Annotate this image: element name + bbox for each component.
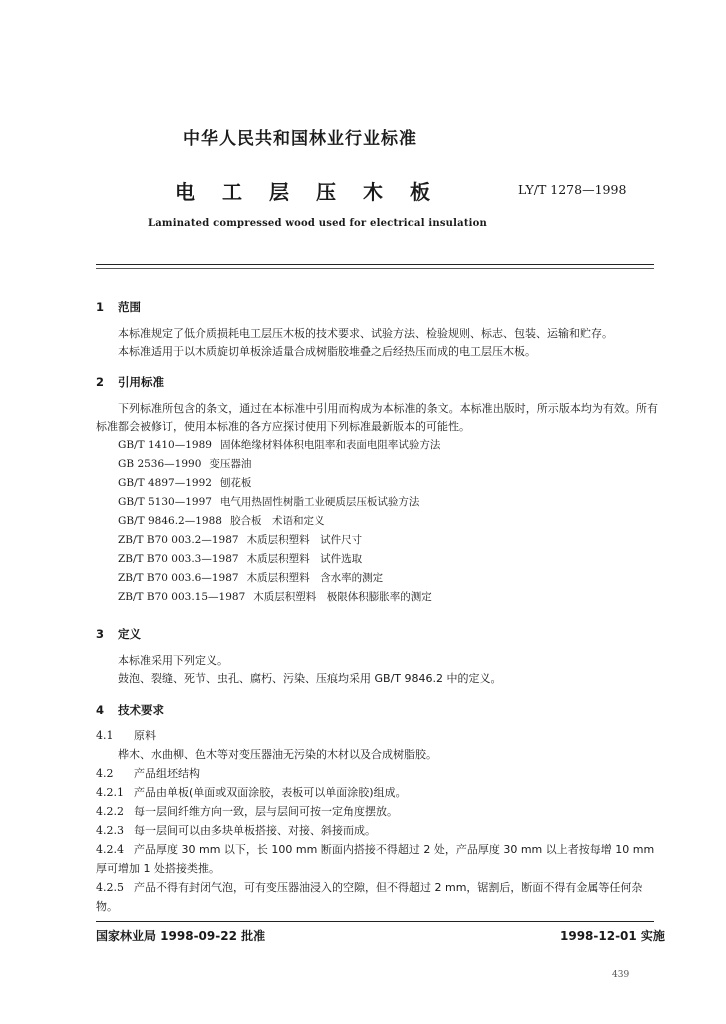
paragraph: 本标准规定了低介质损耗电工层压木板的技术要求、试验方法、检验规则、标志、包装、运输和贮存。	[118, 327, 613, 340]
paragraph: 下列标准所包含的条文，通过在本标准中引用而构成为本标准的条文。本标准出版时，所示版本均为有效。所有标准都会被修订，使用本标准的各方应探讨使用下列标准最新版本的可能性。	[96, 402, 658, 433]
section-heading	[96, 625, 658, 643]
section-number: 2	[96, 375, 105, 389]
section-heading	[96, 373, 658, 391]
section-heading	[96, 701, 658, 719]
section-scope	[96, 298, 658, 361]
footer-divider	[96, 921, 654, 922]
reference-item: ZB/T B70 003.6—1987 木质层积塑料 含水率的测定	[118, 572, 384, 584]
reference-item: GB/T 5130—1997 电气用热固性树脂工业硬质层压板试验方法	[118, 496, 420, 508]
clause-4-2-3: 4.2.3 每一层间可以由多块单板搭接、对接、斜接而成。	[96, 824, 376, 837]
page-number: 439	[612, 970, 630, 980]
section-number: 3	[96, 627, 105, 641]
clause-4-2-5: 4.2.5 产品不得有封闭气泡，可有变压器油浸入的空隙，但不得超过 2 mm，锯割后，断面不得有金属等任何杂物。	[96, 881, 643, 913]
paragraph: 本标准采用下列定义。	[118, 654, 228, 667]
section-number: 4	[96, 703, 105, 717]
section-title: 技术要求	[118, 703, 164, 717]
reference-list	[96, 436, 658, 607]
section-title: 引用标准	[118, 375, 164, 389]
clause-4-2-2: 4.2.2 每一层间纤维方向一致，层与层间可按一定角度摆放。	[96, 805, 398, 818]
english-title: Laminated compressed wood used for electrical insulation	[148, 218, 487, 229]
reference-item: ZB/T B70 003.15—1987 木质层积塑料 极限体积膨胀率的测定	[118, 591, 432, 603]
clause-4-2-4: 4.2.4 产品厚度 30 mm 以下，长 100 mm 断面内搭接不得超过 2 处，产品厚度 30 mm 以上者按每增 10 mm 厚可增加 1 处搭接类推。	[96, 843, 655, 875]
reference-item: ZB/T B70 003.2—1987 木质层积塑料 试件尺寸	[118, 534, 363, 546]
reference-item: GB/T 4897—1992 刨花板	[118, 477, 252, 489]
header-divider	[96, 264, 654, 265]
clause-4-1: 4.1 原料	[96, 729, 156, 742]
document-title: 电工层压木板	[175, 180, 457, 204]
header-divider-secondary	[96, 268, 654, 269]
reference-item: GB/T 1410—1989 固体绝缘材料体积电阻率和表面电阻率试验方法	[118, 439, 441, 451]
section-title: 定义	[118, 627, 141, 641]
standard-number: LY/T 1278—1998	[518, 182, 627, 197]
section-definitions	[96, 625, 658, 688]
issuing-agency: 中华人民共和国林业行业标准	[183, 129, 417, 149]
clause-4-2: 4.2 产品组坯结构	[96, 767, 200, 780]
section-title: 范围	[118, 300, 141, 314]
paragraph: 鼓泡、裂缝、死节、虫孔、腐朽、污染、压痕均采用 GB/T 9846.2 中的定义。	[118, 672, 502, 685]
reference-item: GB/T 9846.2—1988 胶合板 术语和定义	[118, 515, 325, 527]
section-number: 1	[96, 300, 105, 314]
section-heading	[96, 298, 658, 316]
approval-date: 国家林业局 1998-09-22 批准	[96, 929, 266, 943]
reference-item: ZB/T B70 003.3—1987 木质层积塑料 试件选取	[118, 553, 363, 565]
paragraph: 本标准适用于以木质旋切单板涂适量合成树脂胶堆叠之后经热压而成的电工层压木板。	[118, 345, 536, 358]
section-technical-requirements	[96, 701, 658, 916]
reference-item: GB 2536—1990 变压器油	[118, 458, 252, 470]
effective-date: 1998-12-01 实施	[560, 929, 665, 943]
paragraph: 桦木、水曲柳、色木等对变压器油无污染的木材以及合成树脂胶。	[118, 748, 437, 761]
section-normative-references	[96, 373, 658, 607]
clause-4-2-1: 4.2.1 产品由单板(单面或双面涂胶，表板可以单面涂胶)组成。	[96, 786, 407, 799]
